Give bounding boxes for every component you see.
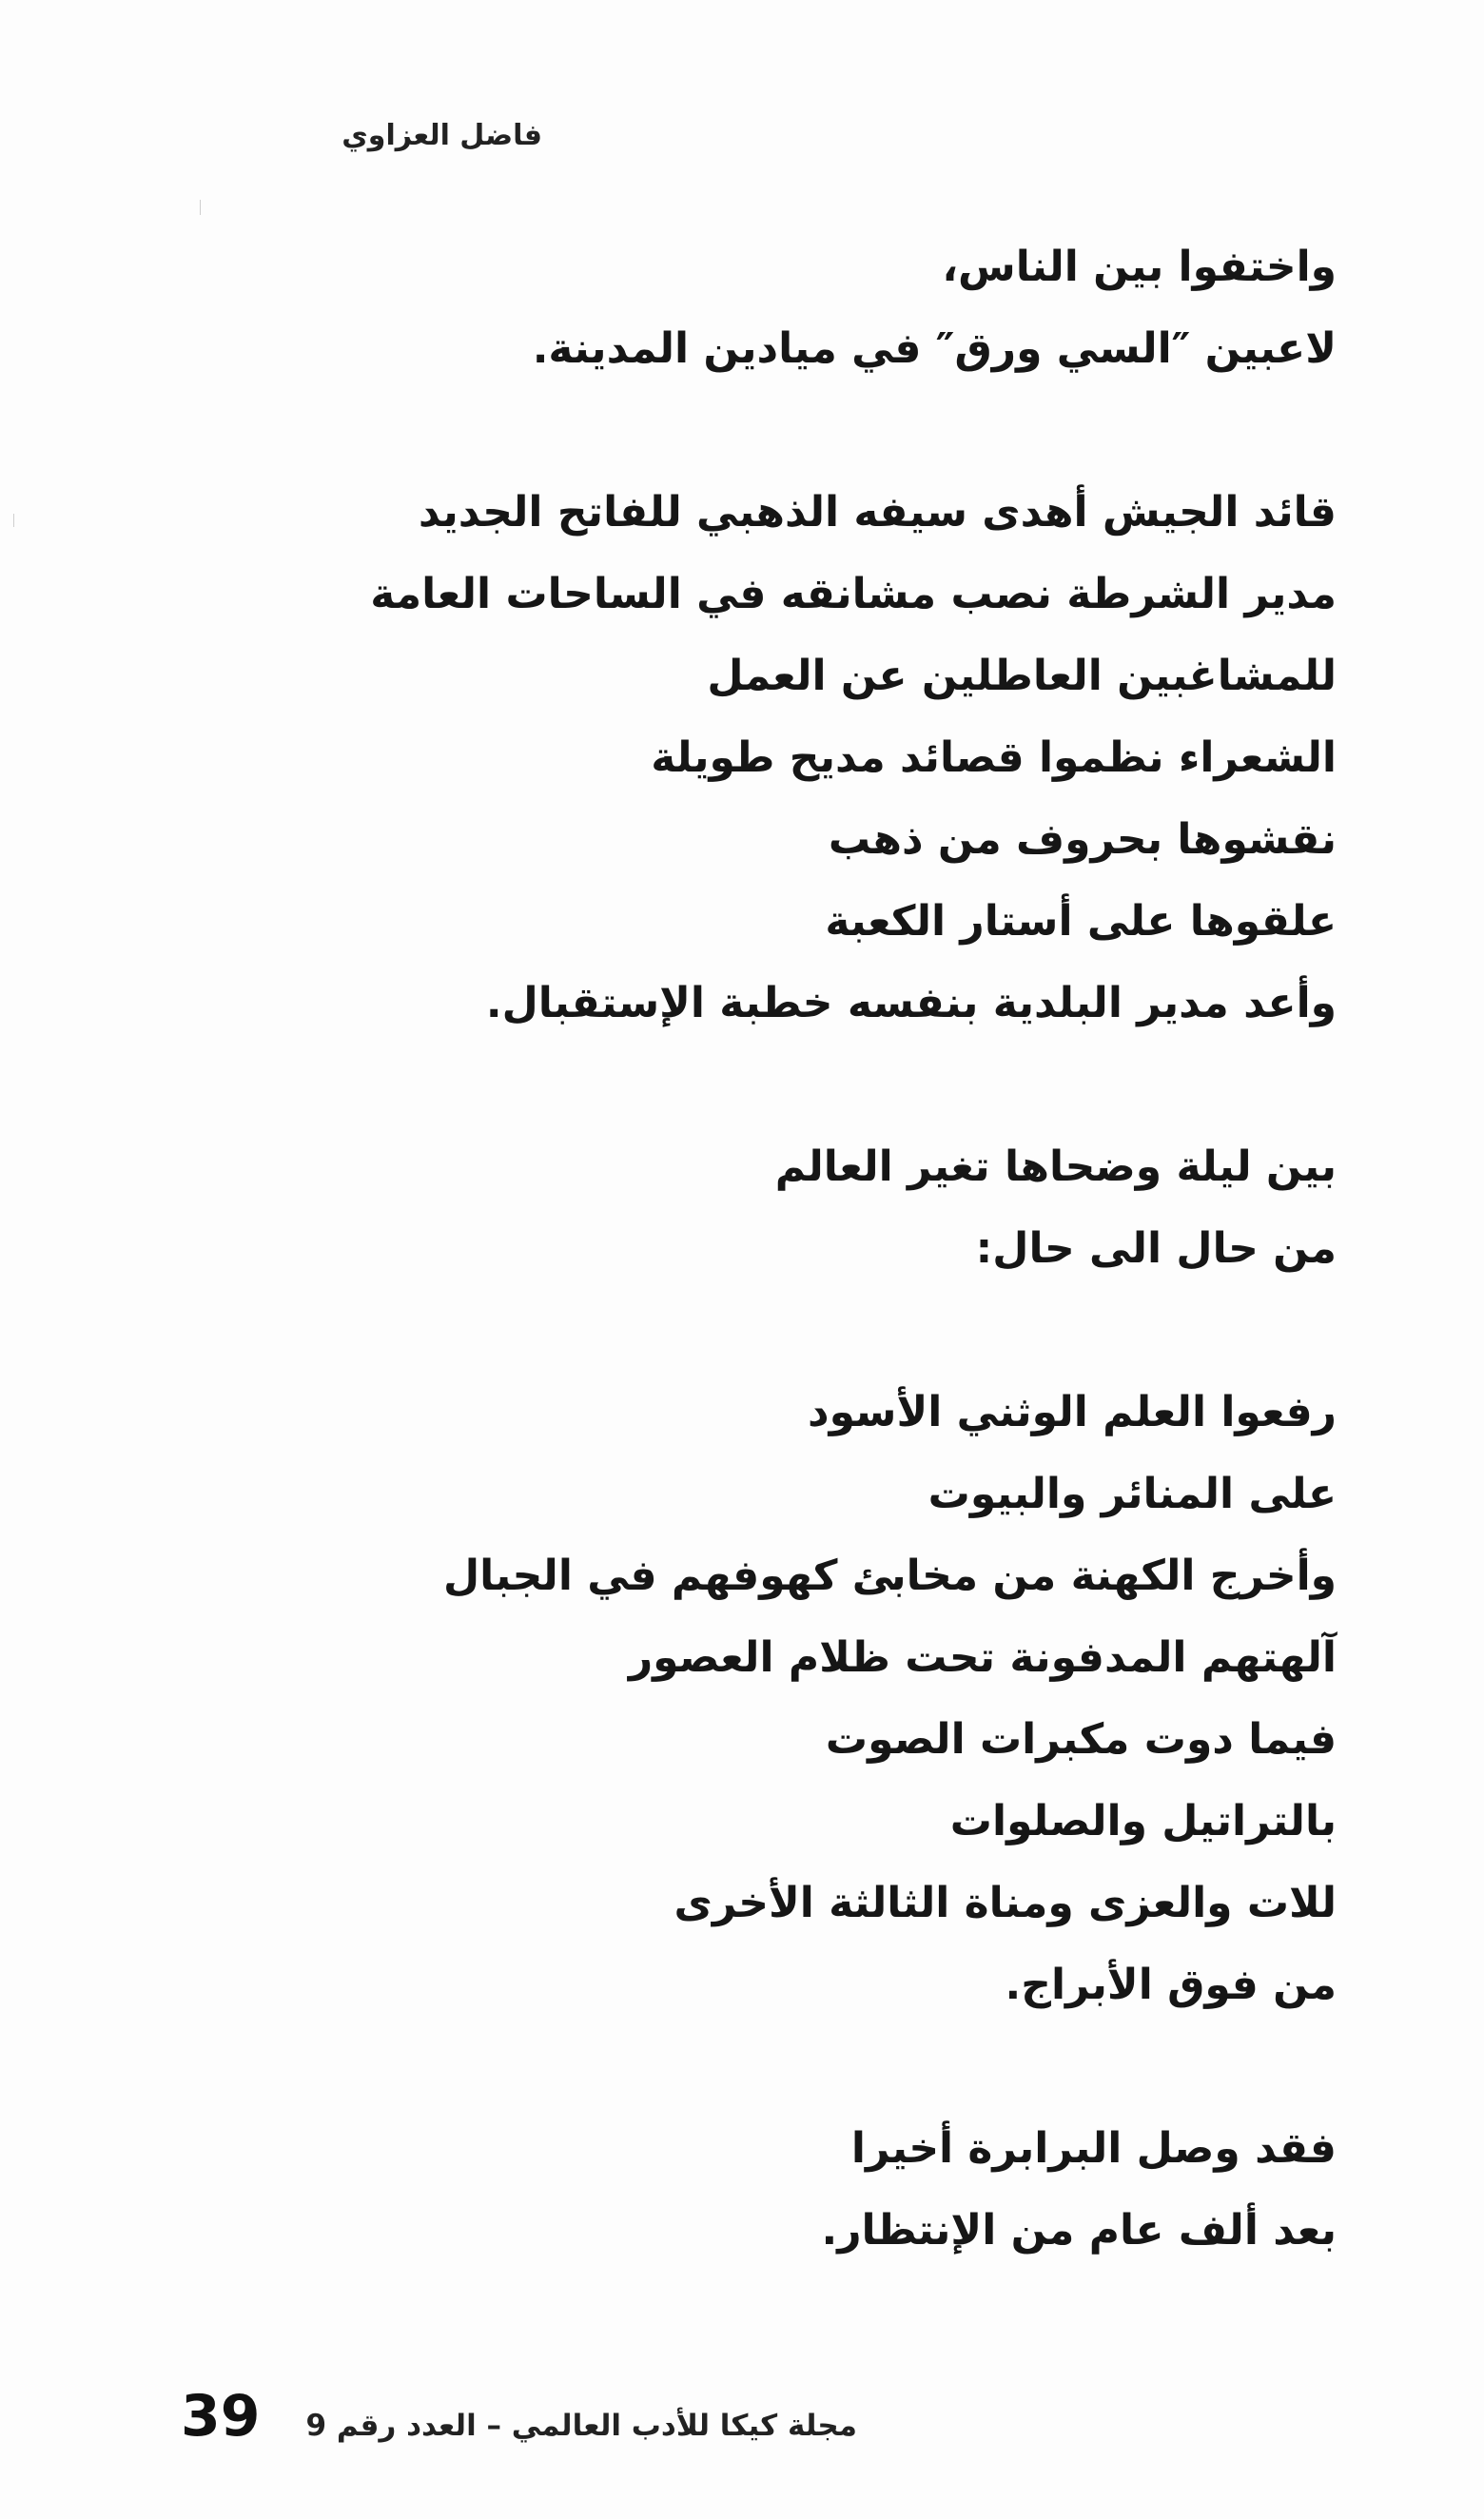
poem-line: رفعوا العلم الوثني الأسود (808, 1388, 1337, 1436)
poem-line: فيما دوت مكبرات الصوت (825, 1715, 1337, 1764)
journal-issue-label: مجلة كيكا للأدب العالمي – العدد رقم 9 (305, 2409, 857, 2443)
poem-body (290, 226, 1337, 2272)
poem-line: على المنائر والبيوت (928, 1470, 1337, 1518)
stanza (290, 472, 1337, 1045)
poem-line: بين ليلة وضحاها تغير العالم (774, 1142, 1337, 1191)
stanza (290, 226, 1337, 390)
poem-line: الشعراء نظموا قصائد مديح طويلة (651, 733, 1337, 782)
poem-line: علقوها على أستار الكعبة (825, 897, 1337, 946)
scan-mark (13, 514, 14, 527)
poem-line: بالتراتيل والصلوات (949, 1797, 1337, 1845)
poem-line: للمشاغبين العاطلين عن العمل (707, 652, 1337, 700)
page-number: 39 (181, 2383, 261, 2450)
poem-line: مدير الشرطة نصب مشانقه في الساحات العامة (370, 570, 1337, 618)
stanza (290, 1372, 1337, 2026)
poem-line: لاعبين ″السي ورق″ في ميادين المدينة. (532, 324, 1337, 373)
poem-line: نقشوها بحروف من ذهب (828, 815, 1337, 864)
poem-line: فقد وصل البرابرة أخيرا (850, 2124, 1337, 2173)
page-footer (181, 2383, 857, 2450)
poem-line: وأخرج الكهنة من مخابئ كهوفهم في الجبال (442, 1552, 1337, 1600)
poem-line: آلهتهم المدفونة تحت ظلام العصور (628, 1633, 1337, 1682)
scan-mark (200, 200, 201, 215)
poem-line: من فوق الأبراج. (1005, 1961, 1337, 2009)
poem-line: واختفوا بين الناس، (942, 243, 1337, 291)
stanza (290, 1126, 1337, 1290)
running-head-author: فاضل العزاوي (342, 119, 542, 152)
poem-line: بعد ألف عام من الإنتظار. (821, 2206, 1337, 2255)
poem-line: وأعد مدير البلدية بنفسه خطبة الإستقبال. (485, 979, 1337, 1027)
poem-line: قائد الجيش أهدى سيفه الذهبي للفاتح الجديد (418, 488, 1337, 537)
poem-line: للات والعزى ومناة الثالثة الأخرى (674, 1879, 1337, 1927)
stanza (290, 2108, 1337, 2272)
poem-line: من حال الى حال: (975, 1224, 1337, 1273)
